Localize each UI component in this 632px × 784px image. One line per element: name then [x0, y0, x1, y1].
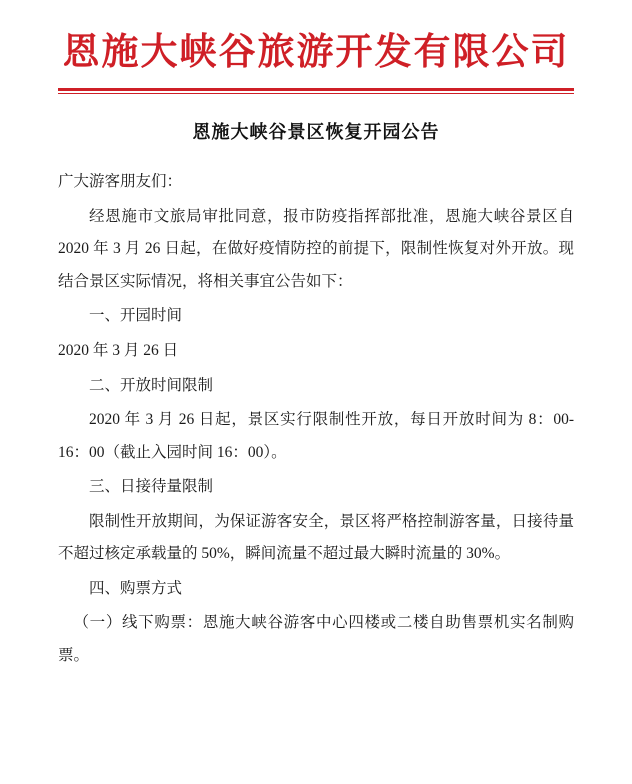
divider-thin-line [58, 93, 574, 94]
body-item-2: 2020 年 3 月 26 日起，景区实行限制性开放，每日开放时间为 8：00-16：00（截止入园时间 16：00）。 [58, 411, 574, 461]
body-item-4: （一）线下购票：恩施大峡谷游客中心四楼或二楼自助售票机实名制购票。 [58, 614, 574, 664]
letterhead-divider [58, 88, 574, 94]
heading-item-4: 四、购票方式 [89, 579, 183, 597]
paragraph-intro: 经恩施市文旅局审批同意，报市防疫指挥部批准，恩施大峡谷景区自 2020 年 3 月 26 日起，在做好疫情防控的前提下，限制性恢复对外开放。现结合景区实际情况，将相关事宜公告如下： [58, 207, 574, 290]
body-item-1: 2020 年 3 月 26 日 [58, 341, 179, 359]
heading-item-2: 二、开放时间限制 [89, 376, 214, 394]
page-title: 恩施大峡谷景区恢复开园公告 [192, 122, 440, 143]
company-name: 恩施大峡谷旅游开发有限公司 [62, 32, 570, 73]
letterhead [58, 0, 574, 76]
heading-item-3: 三、日接待量限制 [89, 478, 214, 496]
paragraph-salutation: 广大游客朋友们： [58, 173, 183, 191]
body-item-3: 限制性开放期间，为保证游客安全，景区将严格控制游客量，日接待量不超过核定承载量的 50%，瞬间流量不超过最大瞬时流量的 30%。 [58, 512, 574, 563]
document-body [58, 166, 574, 672]
heading-item-1: 一、开园时间 [89, 307, 183, 325]
